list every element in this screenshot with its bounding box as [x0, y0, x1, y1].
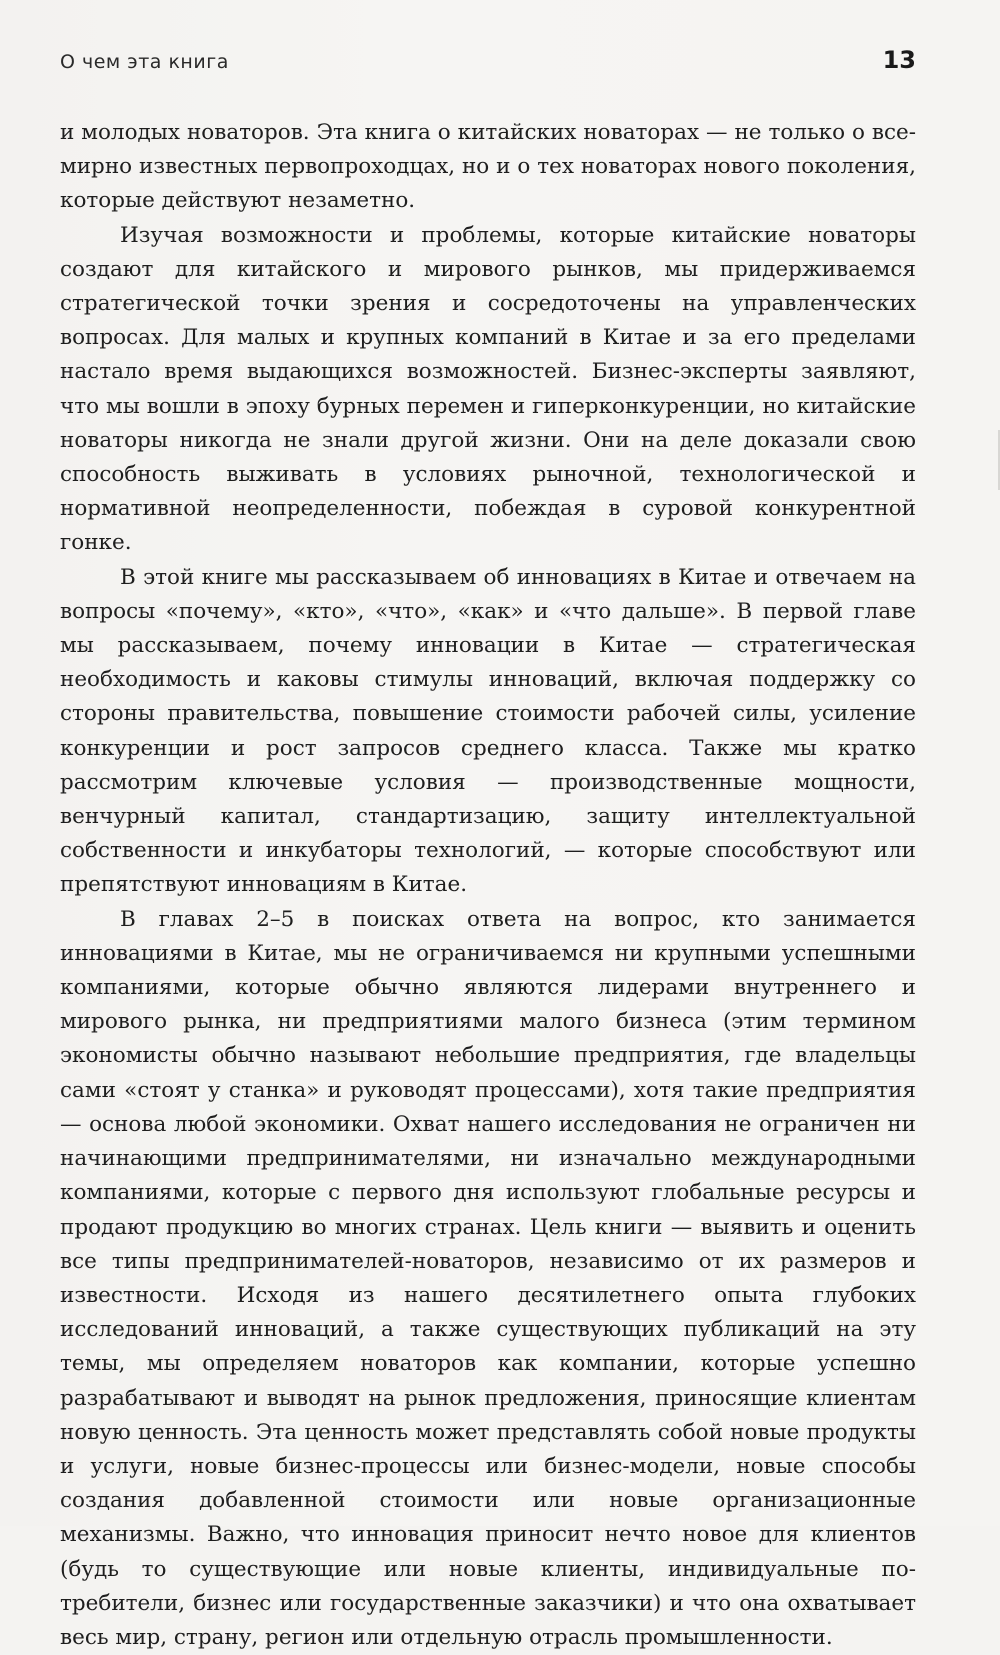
paragraph-continuation: и молодых новаторов. Эта книга о китайских новаторах — не только о всемирно известных первопроходцах, но и о тех новаторах нового поколения, которые действуют незаметно. [60, 120, 916, 214]
paragraph-chapters-2-5: В главах 2–5 в поисках ответа на вопрос, кто занимается инновациями в Китае, мы не ограничиваемся ни крупными успешными компаниями, которые обычно являются лидерами внутреннего и мирового рынка, ни предприятиями малого бизнеса (этим термином экономисты обычно называют небольшие предприятия, где владельцы сами «стоят у станка» и руководят процессами), хотя такие предприятия — основа любой экономики. Охват нашего исследования не ограничен ни начинающими предпринимателями, ни изначально международными компаниями, которые с первого дня используют глобальные ресурсы и продают продукцию во многих странах. Цель книги — выявить и оценить все типы предпринимателей-новаторов, независимо от их размеров и известности. Исходя из нашего десятилетнего опыта глубоких исследований инноваций, а также существующих публикаций на эту темы, мы определяем новаторов как компании, которые успешно разрабатывают и выводят на рынок предложения, приносящие клиентам новую ценность. Эта ценность может представлять собой новые продукты и услуги, новые бизнес-процессы или бизнес-модели, новые способы создания добавленной стоимости или новые организационные механизмы. Важно, что инновация приносит нечто новое для клиентов (будь то существующие или новые клиенты, индивидуальные потребители, бизнес или государственные заказчики) и что она охватывает весь мир, страну, регион или отдельную отрасль промышленности. [60, 906, 916, 1650]
running-title: О чем эта книга [60, 51, 229, 73]
paragraph-book-overview: В этой книге мы рассказываем об инновациях в Китае и отвечаем на вопросы «почему», «кто», «что», «как» и «что дальше». В первой главе мы рассказываем, почему инновации в Китае — стратегическая необходимость и каковы стимулы инноваций, включая поддержку со стороны правительства, повышение стоимости рабочей силы, усиление конкуренции и рост запросов среднего класса. Также мы кратко рассмотрим ключевые условия — производственные мощности, венчурный капитал, стандартизацию, защиту интеллектуальной собственности и инкубаторы технологий, — которые способствуют или препятствуют инновациям в Китае. [60, 564, 916, 898]
paragraph-opportunities: Изучая возможности и проблемы, которые китайские новаторы создают для китайского и мирового рынков, мы придерживаемся стратегической точки зрения и сосредоточены на управленческих вопросах. Для малых и крупных компаний в Китае и за его пределами настало время выдающихся возможностей. Бизнес-эксперты заявляют, что мы вошли в эпоху бурных перемен и гиперконкуренции, но китайские новаторы никогда не знали другой жизни. Они на деле доказали свою способность выживать в условиях рыночной, технологической и нормативной неопределенности, побеждая в суровой конкурентной гонке. [60, 222, 916, 556]
running-header [60, 44, 916, 80]
body-text [60, 116, 916, 1655]
page-number: 13 [882, 46, 916, 74]
